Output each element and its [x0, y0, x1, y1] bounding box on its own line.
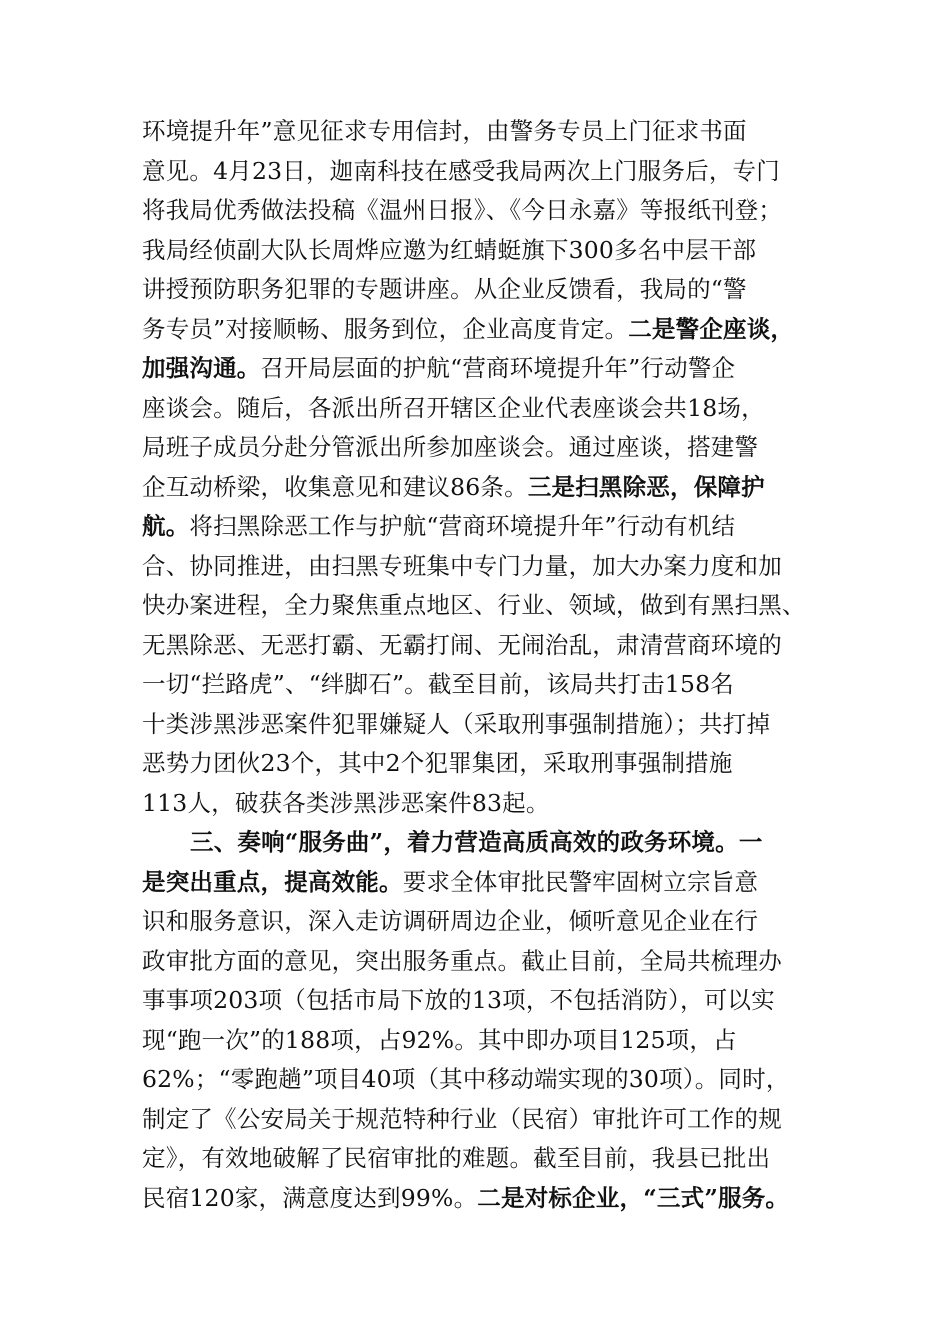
line-text: 合、协同推进，由扫黑专班集中专门力量，加大办案力度和加 — [142, 551, 782, 580]
line-text: 113人，破获各类涉黑涉恶案件83起。 — [142, 788, 550, 817]
text-line — [142, 942, 812, 982]
text-line — [142, 507, 812, 547]
line-text: 定》，有效地破解了民宿审批的难题。截至目前，我县已批出 — [142, 1144, 771, 1172]
line-text: 十类涉黑涉恶案件犯罪嫌疑人（采取刑事强制措施）；共打掉 — [142, 709, 771, 738]
line-text: 事事项203项（包括市局下放的13项，不包括消防），可以实 — [142, 986, 775, 1014]
text-line — [142, 744, 812, 784]
line-text: 62%；“零跑趟”项目40项（其中移动端实现的30项）。同时， — [142, 1065, 790, 1093]
line-text: 无黑除恶、无恶打霸、无霸打闹、无闹治乱，肃清营商环境的 — [142, 630, 782, 659]
line-text: 一切“拦路虎”、“绊脚石”。截至目前，该局共打击158名 — [142, 670, 735, 698]
text-line — [142, 863, 812, 903]
line-text: 要求全体审批民警牢固树立宗旨意 — [402, 867, 759, 896]
line-text: 我局经侦副大队长周烨应邀为红蜻蜓旗下300多名中层干部 — [142, 235, 757, 264]
line-text: 召开局层面的护航“营商环境提升年”行动警企 — [260, 354, 736, 382]
text-line — [142, 547, 812, 587]
line-text: 环境提升年”意见征求专用信封，由警务专员上门征求书面 — [142, 117, 747, 145]
text-line — [142, 1179, 812, 1219]
text-line — [142, 231, 812, 271]
line-text: 将我局优秀做法投稿《温州日报》、《今日永嘉》等报纸刊登； — [142, 196, 783, 224]
line-text: 务专员”对接顺畅、服务到位，企业高度肯定。 — [142, 314, 629, 343]
line-text: 讲授预防职务犯罪的专题讲座。从企业反馈看，我局的“警 — [142, 275, 747, 303]
section-heading: 三、奏响“服务曲”，着力营造高质高效的政务环境。一 — [190, 828, 763, 856]
text-line — [142, 665, 812, 705]
line-text: 政审批方面的意见，突出服务重点。截止目前，全局共梳理办 — [142, 946, 782, 975]
text-line — [142, 349, 812, 389]
text-line — [142, 1100, 812, 1140]
bold-heading: 加强沟通。 — [142, 354, 261, 382]
line-text: 快办案进程，全力聚焦重点地区、行业、领域，做到有黑扫黑、 — [142, 591, 806, 619]
line-text: 民宿120家，满意度达到99%。 — [142, 1183, 478, 1212]
line-text: 局班子成员分赴分管派出所参加座谈会。通过座谈，搭建警 — [142, 433, 759, 461]
text-line — [142, 1060, 812, 1100]
text-line — [142, 1021, 812, 1061]
line-text: 座谈会。随后，各派出所召开辖区企业代表座谈会共18场， — [142, 393, 765, 422]
text-line — [142, 902, 812, 942]
document-body — [142, 112, 812, 1218]
text-line — [142, 310, 812, 350]
text-line — [142, 981, 812, 1021]
text-line — [142, 112, 812, 152]
text-line — [142, 705, 812, 745]
bold-heading: 航。 — [142, 512, 190, 540]
bold-heading: 二是警企座谈， — [628, 314, 795, 343]
line-text: 恶势力团伙23个，其中2个犯罪集团，采取刑事强制措施 — [142, 749, 733, 777]
text-line — [142, 428, 812, 468]
bold-heading: 是突出重点，提高效能。 — [142, 867, 403, 896]
text-line — [142, 626, 812, 666]
line-text: 识和服务意识，深入走访调研周边企业，倾听意见企业在行 — [142, 907, 759, 935]
text-line — [142, 468, 812, 508]
line-text: 企互动桥梁，收集意见和建议86条。 — [142, 472, 528, 501]
text-line — [142, 270, 812, 310]
line-text: 将扫黑除恶工作与护航“营商环境提升年”行动有机结 — [189, 512, 736, 540]
bold-heading: 二是对标企业，“三式”服务。 — [477, 1183, 790, 1212]
line-text: 制定了《公安局关于规范特种行业（民宿）审批许可工作的规 — [142, 1104, 782, 1133]
text-line — [142, 191, 812, 231]
text-line — [142, 1139, 812, 1179]
bold-heading: 三是扫黑除恶，保障护 — [527, 472, 765, 501]
section-heading-line — [142, 823, 812, 863]
text-line — [142, 586, 812, 626]
text-line — [142, 152, 812, 192]
line-text: 现“跑一次”的188项，占92%。其中即办项目125项，占 — [142, 1025, 737, 1054]
line-text: 意见。4月23日，迦南科技在感受我局两次上门服务后，专门 — [142, 156, 780, 185]
text-line — [142, 784, 812, 824]
text-line — [142, 389, 812, 429]
